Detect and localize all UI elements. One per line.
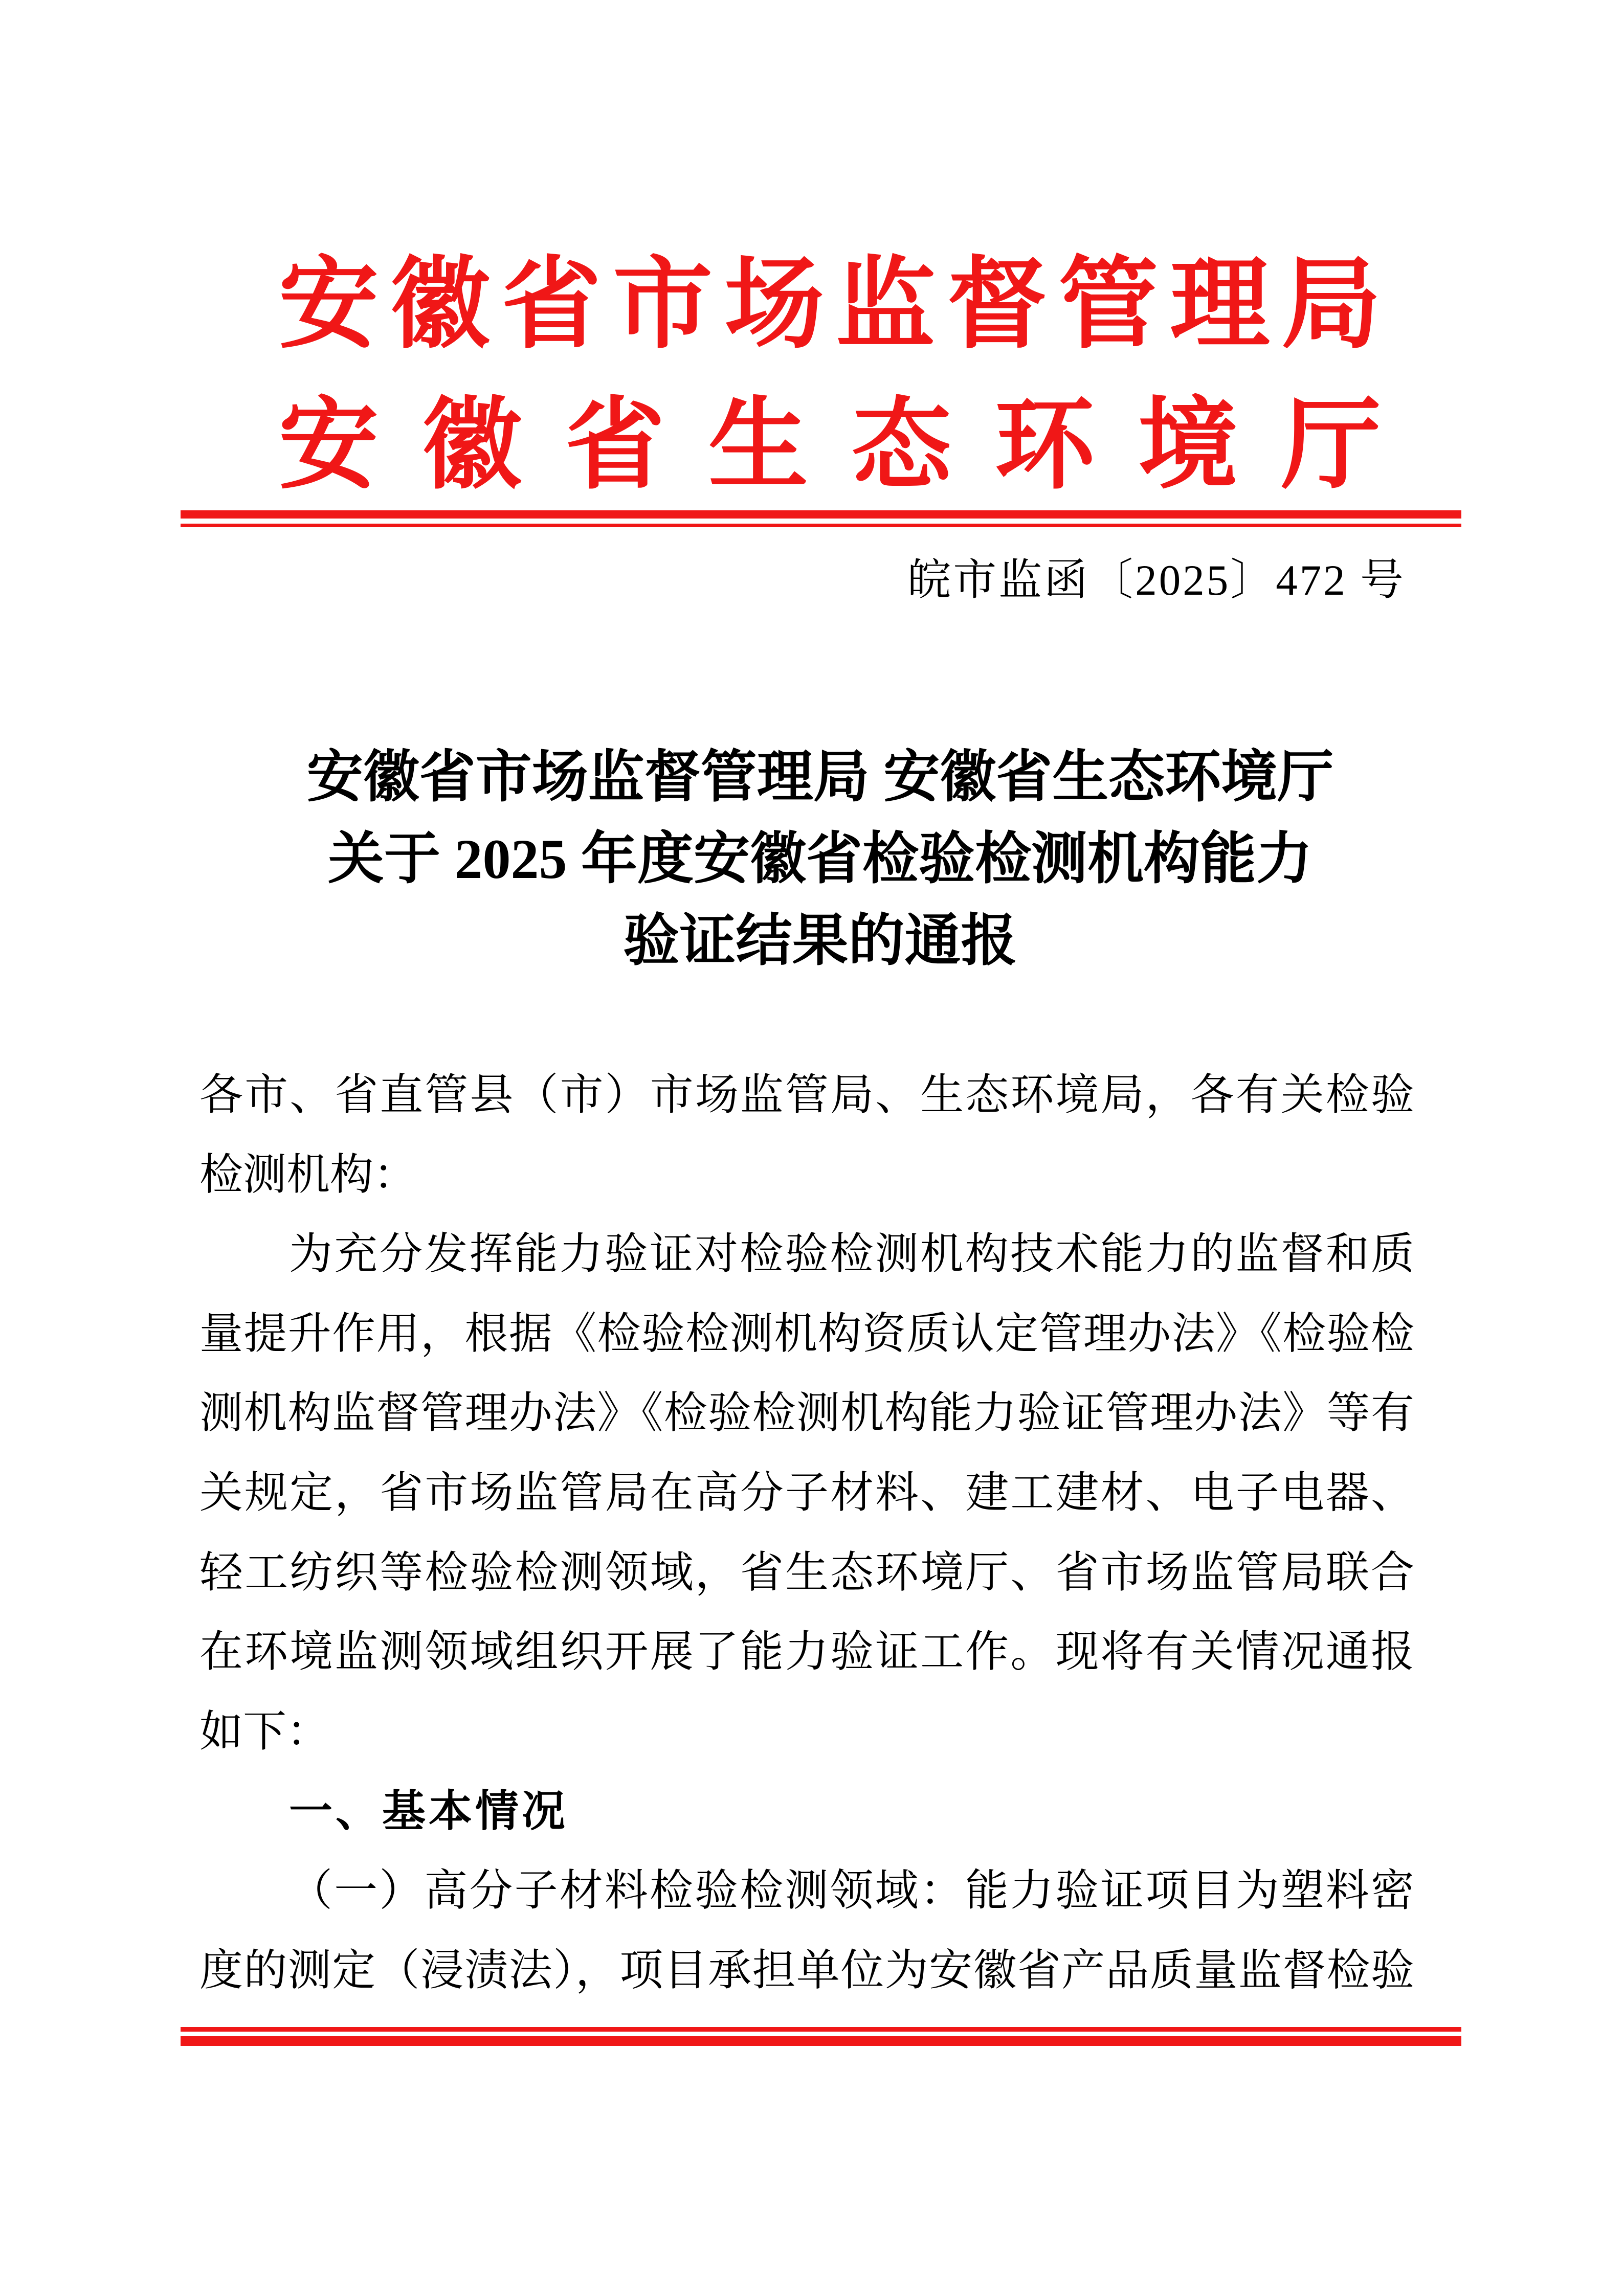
top-separator-thick-rule bbox=[181, 510, 1461, 519]
letterhead bbox=[279, 235, 1381, 516]
title-line-3: 验证结果的通报 bbox=[623, 910, 1017, 972]
letterhead-org-2: 安徽省生态环境厅 bbox=[279, 391, 1381, 501]
document-number: 皖市监函〔2025〕472 号 bbox=[907, 556, 1406, 604]
paragraph-line: 轻工纺织等检验检测领域，省生态环境厅、省市场监管局联合 bbox=[199, 1548, 1414, 1597]
top-separator-thin-rule bbox=[181, 524, 1461, 527]
salutation-line: 各市、省直管县（市）市场监管局、生态环境局，各有关检验 bbox=[199, 1071, 1414, 1119]
title-line-1: 安徽省市场监督管理局 安徽省生态环境厅 bbox=[306, 746, 1334, 808]
salutation-line: 检测机构： bbox=[199, 1151, 417, 1199]
document-title bbox=[177, 736, 1463, 982]
bottom-separator-thin-rule bbox=[181, 2027, 1461, 2032]
paragraph-line: 量提升作用，根据《检验检测机构资质认定管理办法》《检验检 bbox=[199, 1310, 1414, 1358]
paragraph-line: 在环境监测领域组织开展了能力验证工作。现将有关情况通报 bbox=[199, 1628, 1414, 1677]
document-body bbox=[199, 1056, 1414, 2011]
paragraph-line: 关规定，省市场监管局在高分子材料、建工建材、电子电器、 bbox=[199, 1469, 1414, 1517]
paragraph-line: 度的测定（浸渍法），项目承担单位为安徽省产品质量监督检验 bbox=[199, 1946, 1414, 1995]
paragraph-line: 测机构监督管理办法》《检验检测机构能力验证管理办法》等有 bbox=[199, 1389, 1414, 1438]
section-heading-basic-situation: 一、基本情况 bbox=[289, 1787, 569, 1836]
paragraph-line: 为充分发挥能力验证对检验检测机构技术能力的监督和质 bbox=[289, 1230, 1414, 1279]
bottom-separator-thick-rule bbox=[181, 2036, 1461, 2046]
title-line-2: 关于 2025 年度安徽省检验检测机构能力 bbox=[328, 828, 1312, 890]
paragraph-line: 如下： bbox=[199, 1707, 330, 1756]
letterhead-org-1: 安徽省市场监督管理局 bbox=[279, 250, 1381, 361]
paragraph-line: （一）高分子材料检验检测领域：能力验证项目为塑料密 bbox=[289, 1866, 1414, 1915]
